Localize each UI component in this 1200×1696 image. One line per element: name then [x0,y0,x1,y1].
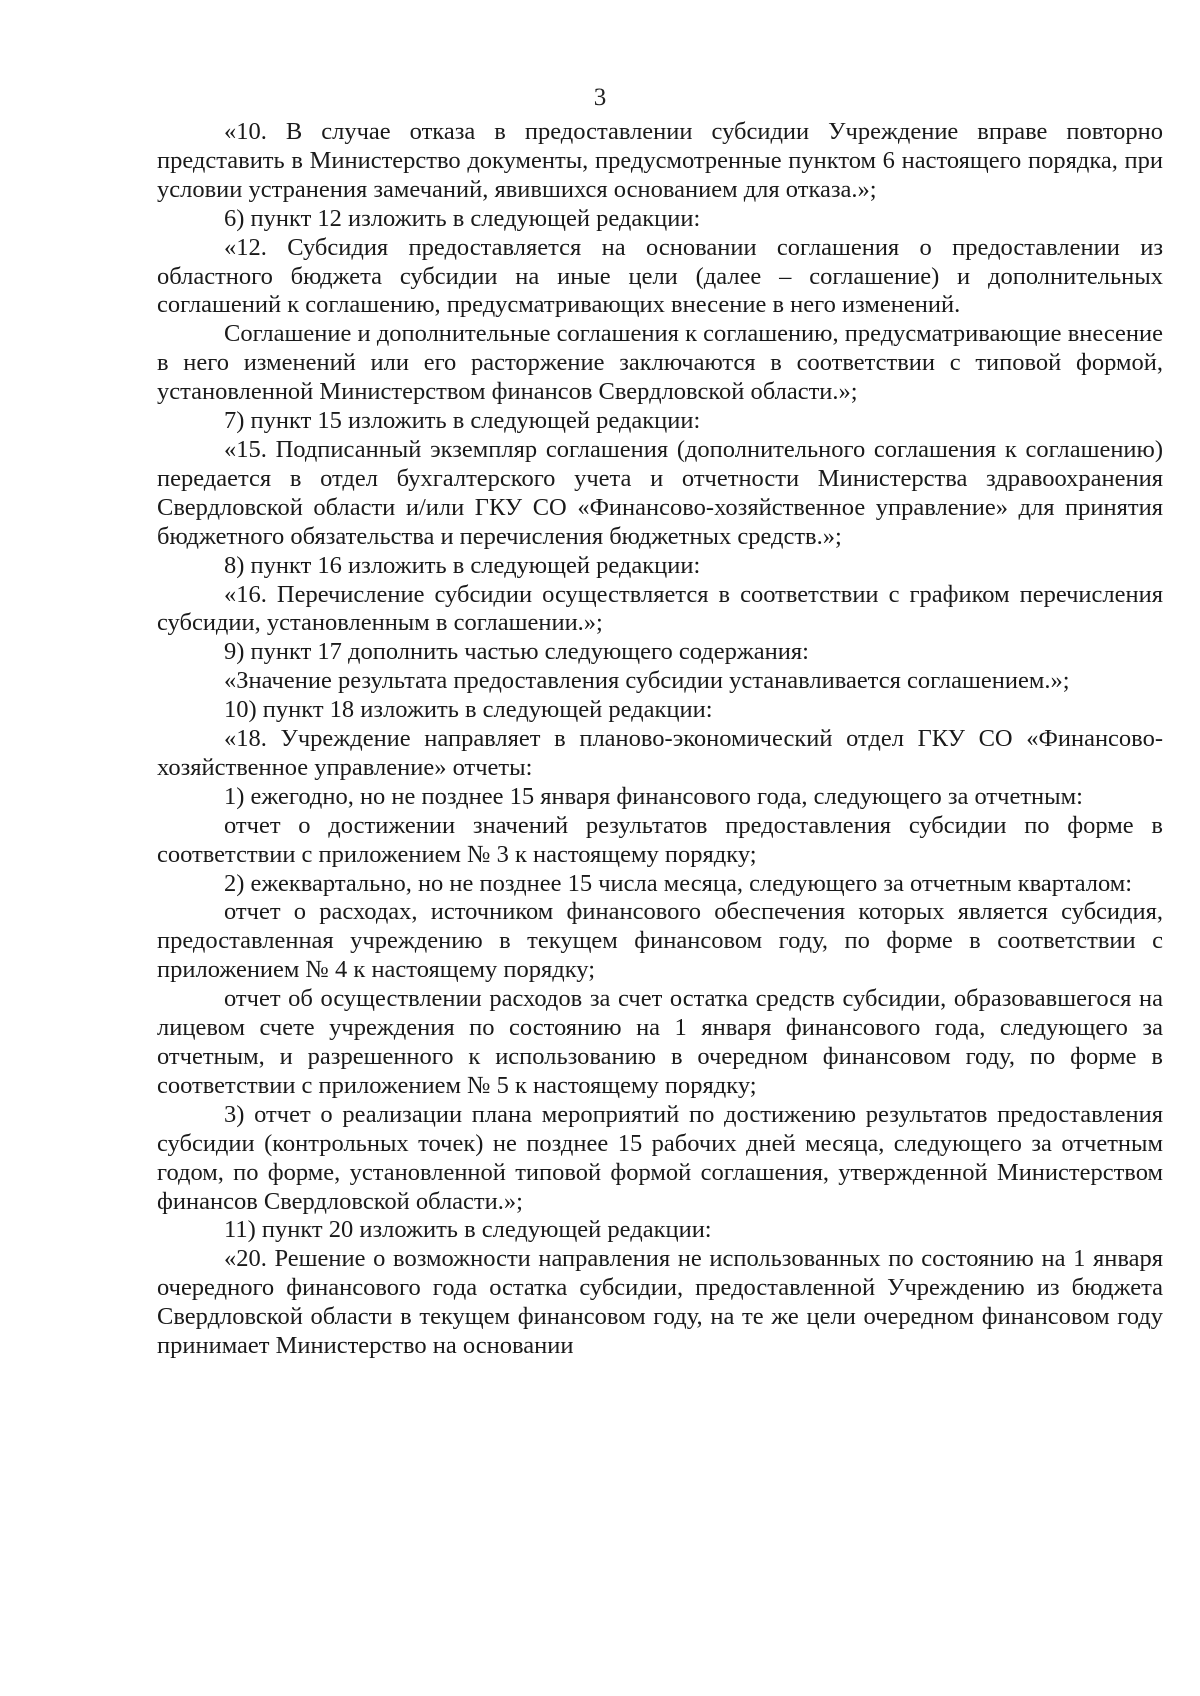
paragraph-amendment-7: 7) пункт 15 изложить в следующей редакции: [224,407,701,435]
paragraph-amendment-10: 10) пункт 18 изложить в следующей редакции: [224,696,713,724]
paragraph-item-17-addition: «Значение результата предоставления субсидии устанавливается соглашением.»; [224,667,1070,695]
paragraph-amendment-6: 6) пункт 12 изложить в следующей редакции: [224,204,701,232]
paragraph-amendment-9: 9) пункт 17 дополнить частью следующего содержания: [224,638,809,666]
paragraph-item-15: «15. Подписанный экземпляр соглашения (дополнительного соглашения к соглашению) передается в отдел бухгалтерского учета и отчетности Министерства здравоохранения Свердловской области и/или ГКУ СО «Финансово-хозяйственное управление» для принятия бюджетного обязательства и перечисления бюджетных средств.»; [157,435,1163,550]
paragraph-agreement-form: Соглашение и дополнительные соглашения к соглашению, предусматривающие внесение в него изменений или его расторжение заключаются в соответствии с типовой формой, установленной Министерством финансов Свердловской области.»; [157,320,1163,406]
paragraph-amendment-8: 8) пункт 16 изложить в следующей редакции: [224,551,701,579]
paragraph-item-18: «18. Учреждение направляет в планово-экономический отдел ГКУ СО «Финансово-хозяйственное управление» отчеты: [157,725,1163,781]
paragraph-item-18-sub-3: 3) отчет о реализации плана мероприятий по достижению результатов предоставления субсидии (контрольных точек) не позднее 15 рабочих дней месяца, следующего за отчетным годом, по форме, установленной типовой формой соглашения, утвержденной Министерством финансов Свердловской области.»; [157,1100,1163,1215]
paragraph-item-18-sub-1: 1) ежегодно, но не позднее 15 января финансового года, следующего за отчетным: [224,782,1083,810]
document-body [157,118,1163,1361]
paragraph-item-18-sub-2: 2) ежеквартально, но не позднее 15 числа месяца, следующего за отчетным кварталом: [224,869,1133,897]
paragraph-item-12: «12. Субсидия предоставляется на основании соглашения о предоставлении из областного бюджета субсидии на иные цели (далее – соглашение) и дополнительных соглашений к соглашению, предусматривающих внесение в него изменений. [157,233,1163,319]
paragraph-item-20: «20. Решение о возможности направления не использованных по состоянию на 1 января очередного финансового года остатка субсидии, предоставленной Учреждению из бюджета Свердловской области в текущем финансовом году, на те же цели очередном финансовом году принимает Министерство на основании [157,1245,1163,1360]
paragraph-amendment-11: 11) пункт 20 изложить в следующей редакции: [224,1216,712,1244]
paragraph-item-16: «16. Перечисление субсидии осуществляется в соответствии с графиком перечисления субсидии, установленным в соглашении.»; [157,580,1163,637]
paragraph-report-expenses: отчет о расходах, источником финансового обеспечения которых является субсидия, предоставленная учреждению в текущем финансовом году, по форме в соответствии с приложением № 4 к настоящему порядку; [157,898,1163,984]
paragraph-item-10: «10. В случае отказа в предоставлении субсидии Учреждение вправе повторно представить в Министерство документы, предусмотренные пунктом 6 настоящего порядка, при условии устранения замечаний, явившихся основанием для отказа.»; [157,118,1163,203]
page-number: 3 [593,84,607,111]
paragraph-report-results: отчет о достижении значений результатов предоставления субсидии по форме в соответствии с приложением № 3 к настоящему порядку; [157,811,1163,868]
paragraph-report-balance: отчет об осуществлении расходов за счет остатка средств субсидии, образовавшегося на лицевом счете учреждения по состоянию на 1 января финансового года, следующего за отчетным, и разрешенного к использованию в очередном финансовом году, по форме в соответствии с приложением № 5 к настоящему порядку; [157,985,1163,1099]
